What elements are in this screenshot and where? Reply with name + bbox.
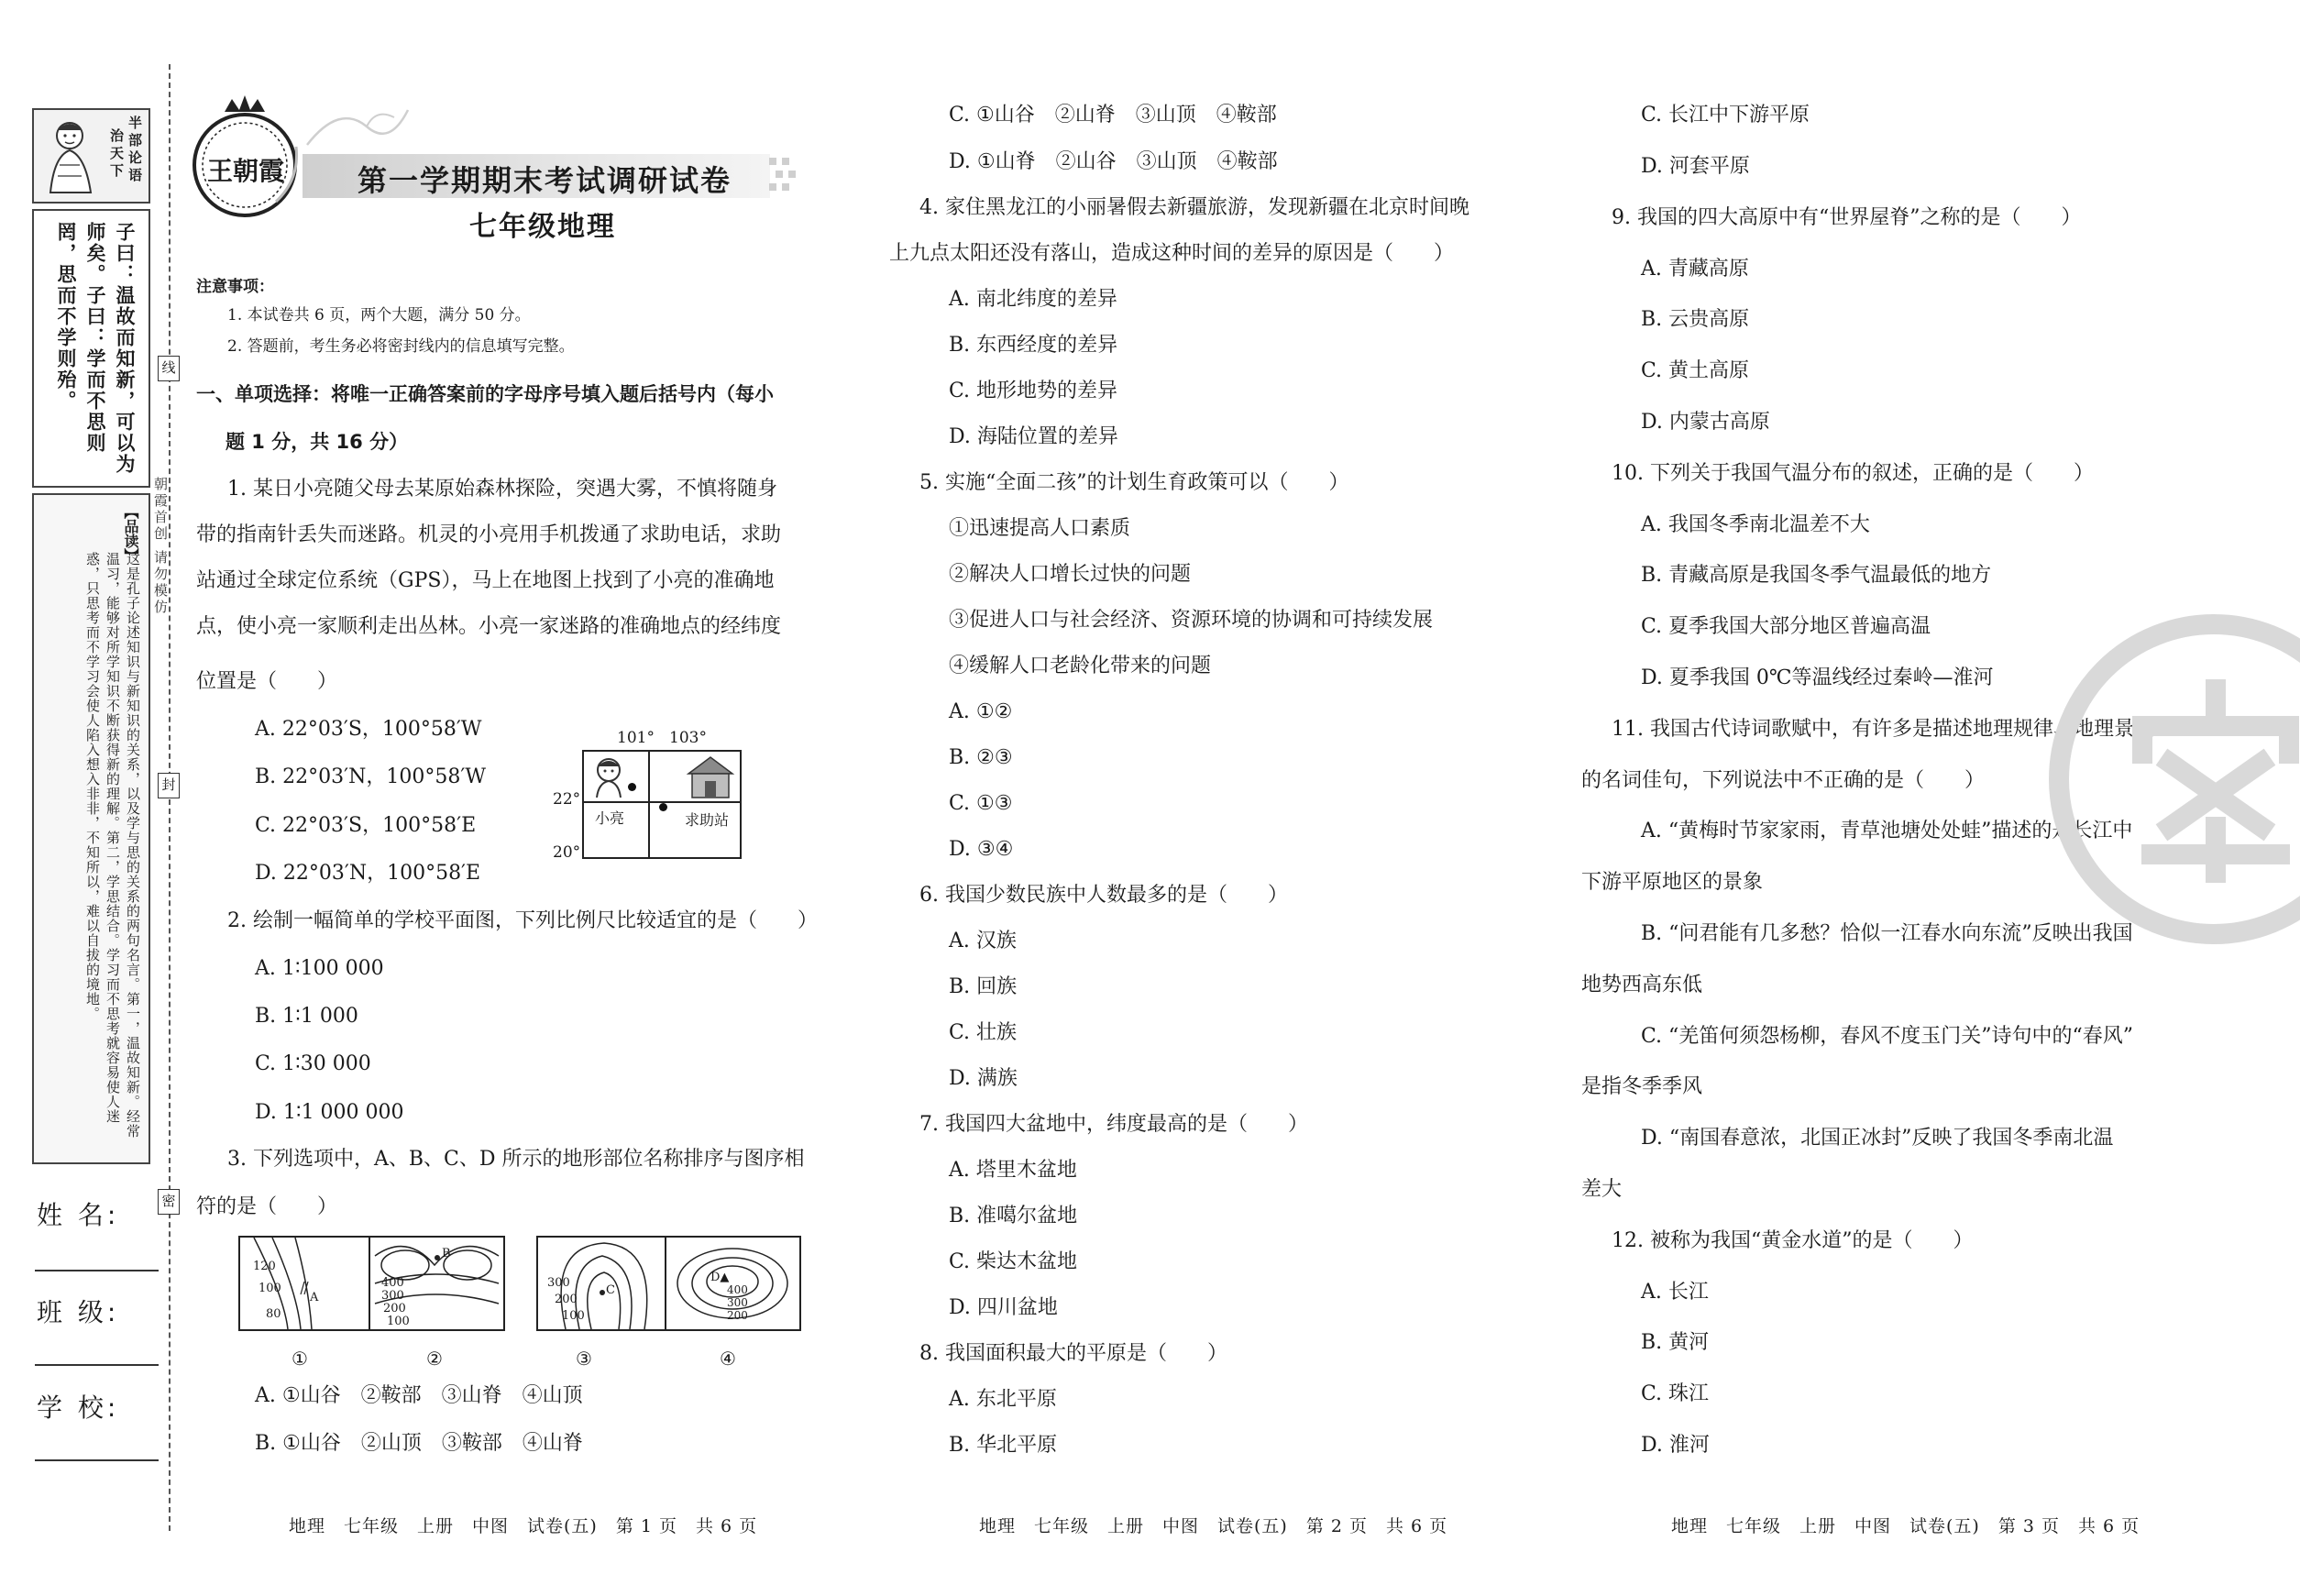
exam-subtitle: 七年级地理 bbox=[469, 211, 616, 243]
contour-2-label-100: 100 bbox=[387, 1315, 410, 1328]
contour-3-point-c: C bbox=[606, 1283, 615, 1297]
q5-item-2: ②解决人口增长过快的问题 bbox=[949, 563, 1192, 586]
lon-101-label: 101° bbox=[617, 729, 655, 747]
q9-option-c[interactable]: C. 黄土高原 bbox=[1641, 359, 1750, 382]
contour-4-point-d: D▲ bbox=[710, 1271, 730, 1284]
q12-option-b[interactable]: B. 黄河 bbox=[1641, 1331, 1710, 1354]
contour-3-label-100: 100 bbox=[562, 1309, 585, 1323]
binding-strip bbox=[0, 0, 170, 1596]
station-location-dot bbox=[659, 803, 667, 811]
footer-page-1: 地理 七年级 上册 中图 试卷(五) 第 1 页 共 6 页 bbox=[289, 1516, 758, 1536]
q8-stem: 8. 我国面积最大的平原是（ ） bbox=[919, 1342, 1227, 1365]
q8-option-b[interactable]: B. 华北平原 bbox=[949, 1434, 1058, 1457]
q5-option-b[interactable]: B. ②③ bbox=[949, 746, 1013, 769]
q1-line-2: 带的指南针丢失而迷路。机灵的小亮用手机拨通了求助电话，求助 bbox=[196, 523, 782, 546]
school-label: 学 校: bbox=[37, 1392, 120, 1423]
q1-line-4: 点，使小亮一家顺利走出丛林。小亮一家迷路的准确地点的经纬度 bbox=[196, 615, 782, 638]
footer-page-2: 地理 七年级 上册 中图 试卷(五) 第 2 页 共 6 页 bbox=[979, 1516, 1448, 1536]
q1-line-3: 站通过全球定位系统（GPS），马上在地图上找到了小亮的准确地 bbox=[196, 569, 775, 592]
motto-box bbox=[32, 108, 150, 204]
contour-4-label-200: 200 bbox=[727, 1309, 748, 1322]
q5-stem: 5. 实施“全面二孩”的计划生育政策可以（ ） bbox=[919, 471, 1349, 494]
exam-title: 第一学期期末考试调研试卷 bbox=[358, 163, 732, 198]
contour-2-label-400: 400 bbox=[381, 1276, 404, 1290]
contour-caption-3: ③ bbox=[576, 1348, 592, 1370]
q3-option-c[interactable]: C. ①山谷 ②山脊 ③山顶 ④鞍部 bbox=[949, 104, 1277, 127]
q2-option-c[interactable]: C. 1∶30 000 bbox=[255, 1052, 371, 1075]
q7-option-b[interactable]: B. 准噶尔盆地 bbox=[949, 1205, 1078, 1227]
contour-4-label-400: 400 bbox=[727, 1283, 748, 1296]
quote-text: 子曰：温故而知新，可以为师矣。子曰：学而不思则罔，思而不学则殆。 bbox=[55, 222, 136, 475]
q4-option-a[interactable]: A. 南北纬度的差异 bbox=[949, 288, 1117, 311]
q12-option-d[interactable]: D. 淮河 bbox=[1641, 1434, 1710, 1457]
name-line[interactable] bbox=[35, 1270, 159, 1271]
latlon-grid bbox=[582, 750, 742, 859]
q10-option-c[interactable]: C. 夏季我国大部分地区普遍高温 bbox=[1641, 615, 1931, 638]
q1-option-a[interactable]: A. 22°03′S，100°58′W bbox=[255, 718, 482, 741]
contour-1-label-120: 120 bbox=[253, 1260, 276, 1273]
contour-2-point-b: B bbox=[442, 1247, 451, 1260]
q9-stem: 9. 我国的四大高原中有“世界屋脊”之称的是（ ） bbox=[1612, 206, 2082, 229]
q11-option-b-cont: 地势西高东低 bbox=[1581, 974, 1703, 996]
q1-line-5: 位置是（ ） bbox=[196, 670, 338, 693]
q12-stem: 12. 被称为我国“黄金水道”的是（ ） bbox=[1612, 1229, 1974, 1252]
q11-line-2: 的名词佳句，下列说法中不正确的是（ ） bbox=[1581, 769, 1986, 792]
brand-logo-text: 王朝霞 bbox=[207, 156, 285, 186]
q7-option-a[interactable]: A. 塔里木盆地 bbox=[949, 1159, 1077, 1182]
contour-2-label-300: 300 bbox=[381, 1289, 404, 1303]
q1-option-b[interactable]: B. 22°03′N，100°58′W bbox=[255, 765, 486, 788]
q5-item-4: ④缓解人口老龄化带来的问题 bbox=[949, 655, 1212, 677]
q9-option-d[interactable]: D. 内蒙古高原 bbox=[1641, 411, 1770, 434]
contour-4-label-300: 300 bbox=[727, 1296, 748, 1309]
q6-option-a[interactable]: A. 汉族 bbox=[949, 930, 1017, 952]
contour-caption-4: ④ bbox=[720, 1348, 736, 1370]
confucius-icon bbox=[38, 116, 102, 196]
q3-line-1: 3. 下列选项中，A、B、C、D 所示的地形部位名称排序与图序相 bbox=[227, 1148, 805, 1171]
boy-label: 小亮 bbox=[595, 809, 625, 827]
name-label: 姓 名: bbox=[37, 1200, 120, 1230]
contour-map-2 bbox=[369, 1236, 505, 1331]
q5-item-3: ③促进人口与社会经济、资源环境的协调和可持续发展 bbox=[949, 609, 1434, 632]
contour-caption-2: ② bbox=[426, 1348, 443, 1370]
cut-mark-secret: 密 bbox=[158, 1189, 180, 1215]
notice-item-2: 2. 答题前，考生务必将密封线内的信息填写完整。 bbox=[227, 337, 575, 356]
q1-option-c[interactable]: C. 22°03′S，100°58′E bbox=[255, 814, 477, 837]
boy-location-dot bbox=[628, 783, 636, 791]
q4-line-1: 4. 家住黑龙江的小丽暑假去新疆旅游，发现新疆在北京时间晚 bbox=[919, 196, 1469, 219]
contour-2-label-200: 200 bbox=[383, 1302, 406, 1315]
contour-3-label-200: 200 bbox=[555, 1293, 578, 1306]
q11-option-a-cont: 下游平原地区的景象 bbox=[1581, 871, 1764, 894]
contour-3-label-300: 300 bbox=[547, 1276, 570, 1290]
footer-page-3: 地理 七年级 上册 中图 试卷(五) 第 3 页 共 6 页 bbox=[1671, 1516, 2140, 1536]
q4-option-d[interactable]: D. 海陆位置的差异 bbox=[949, 425, 1118, 448]
q7-option-c[interactable]: C. 柴达木盆地 bbox=[949, 1250, 1078, 1273]
cut-mark-line: 线 bbox=[158, 356, 180, 381]
rescue-station-icon bbox=[685, 754, 736, 799]
q2-option-a[interactable]: A. 1∶100 000 bbox=[255, 957, 384, 980]
q10-option-b[interactable]: B. 青藏高原是我国冬季气温最低的地方 bbox=[1641, 564, 1992, 587]
q6-option-b[interactable]: B. 回族 bbox=[949, 975, 1018, 998]
q1-line-1: 1. 某日小亮随父母去某原始森林探险，突遇大雾，不慎将随身 bbox=[227, 478, 777, 501]
confidential-seal-watermark-icon bbox=[2049, 614, 2300, 944]
brand-vertical: 朝霞首创 请勿模仿 bbox=[152, 477, 169, 616]
q11-option-c[interactable]: C. “羌笛何须怨杨柳，春风不度玉门关”诗句中的“春风” bbox=[1641, 1025, 2134, 1048]
q2-option-b[interactable]: B. 1∶1 000 bbox=[255, 1005, 358, 1028]
station-label: 求助站 bbox=[685, 811, 730, 829]
q11-option-d-cont: 差大 bbox=[1581, 1178, 1623, 1201]
lat-22-label: 22° bbox=[553, 790, 581, 809]
q3-option-d[interactable]: D. ①山脊 ②山谷 ③山顶 ④鞍部 bbox=[949, 150, 1278, 173]
quote-box bbox=[32, 209, 150, 488]
q3-option-b[interactable]: B. ①山谷 ②山顶 ③鞍部 ④山脊 bbox=[255, 1432, 583, 1455]
cut-mark-seal: 封 bbox=[158, 773, 180, 798]
reading-title: 【品读】 bbox=[122, 504, 139, 563]
q11-option-a[interactable]: A. “黄梅时节家家雨，青草池塘处处蛙”描述的是长江中 bbox=[1641, 820, 2133, 842]
q6-stem: 6. 我国少数民族中人数最多的是（ ） bbox=[919, 884, 1288, 907]
q7-stem: 7. 我国四大盆地中，纬度最高的是（ ） bbox=[919, 1113, 1308, 1136]
q4-option-b[interactable]: B. 东西经度的差异 bbox=[949, 334, 1118, 357]
q2-stem: 2. 绘制一幅简单的学校平面图，下列比例尺比较适宜的是（ ） bbox=[227, 909, 818, 932]
contour-1-label-100: 100 bbox=[259, 1282, 281, 1295]
notice-heading: 注意事项： bbox=[196, 278, 274, 296]
section-1-heading: 一、单项选择：将唯一正确答案前的字母序号填入题后括号内（每小 bbox=[196, 383, 774, 405]
contour-1-point-a: A bbox=[310, 1291, 319, 1304]
school-line[interactable] bbox=[35, 1459, 159, 1461]
contour-map-4 bbox=[665, 1236, 801, 1331]
reading-box bbox=[32, 493, 150, 1164]
q11-option-b[interactable]: B. “问君能有几多愁？恰似一江春水向东流”反映出我国 bbox=[1641, 922, 2133, 945]
ribbon-icon bbox=[303, 99, 413, 154]
q5-option-d[interactable]: D. ③④ bbox=[949, 838, 1014, 861]
q5-item-1: ①迅速提高人口素质 bbox=[949, 517, 1131, 540]
q5-option-a[interactable]: A. ①② bbox=[949, 700, 1013, 723]
q7-option-d[interactable]: D. 四川盆地 bbox=[949, 1296, 1058, 1319]
contour-1-label-80: 80 bbox=[266, 1307, 281, 1321]
q4-line-2: 上九点太阳还没有落山，造成这种时间的差异的原因是（ ） bbox=[889, 242, 1455, 265]
section-1-heading-cont: 题 1 分，共 16 分） bbox=[226, 431, 409, 453]
q4-option-c[interactable]: C. 地形地势的差异 bbox=[949, 380, 1118, 402]
q5-option-c[interactable]: C. ①③ bbox=[949, 792, 1013, 815]
class-line[interactable] bbox=[35, 1364, 159, 1366]
q8-option-a[interactable]: A. 东北平原 bbox=[949, 1388, 1057, 1411]
q10-option-d[interactable]: D. 夏季我国 0℃等温线经过秦岭—淮河 bbox=[1641, 666, 1994, 689]
q12-option-a[interactable]: A. 长江 bbox=[1641, 1281, 1709, 1304]
band-pattern-icon bbox=[765, 154, 807, 198]
q3-line-2: 符的是（ ） bbox=[196, 1195, 338, 1218]
q2-option-d[interactable]: D. 1∶1 000 000 bbox=[255, 1101, 404, 1124]
q10-option-a[interactable]: A. 我国冬季南北温差不大 bbox=[1641, 513, 1870, 536]
contour-map-3 bbox=[536, 1236, 673, 1331]
lon-103-label: 103° bbox=[669, 729, 707, 747]
lat-20-label: 20° bbox=[553, 843, 581, 862]
class-label: 班 级: bbox=[37, 1297, 120, 1327]
q11-option-c-cont: 是指冬季季风 bbox=[1581, 1075, 1703, 1098]
boy-icon bbox=[589, 755, 628, 798]
contour-caption-1: ① bbox=[292, 1348, 308, 1370]
q12-option-c[interactable]: C. 珠江 bbox=[1641, 1382, 1710, 1405]
q11-option-d[interactable]: D. “南国春意浓，北国正冰封”反映了我国冬季南北温 bbox=[1641, 1127, 2114, 1150]
q3-option-a[interactable]: A. ①山谷 ②鞍部 ③山脊 ④山顶 bbox=[255, 1384, 583, 1407]
q6-option-d[interactable]: D. 满族 bbox=[949, 1067, 1018, 1090]
q9-option-b[interactable]: B. 云贵高原 bbox=[1641, 308, 1750, 331]
motto-line-2: 治天下 bbox=[108, 128, 125, 181]
reading-text: 这是孔子论述知识与新知识的关系，以及学与思的关系的两句名言。第一，温故知新。经常温习，能够对所学知识不断获得新的理解。第二，学思结合。学习而不思考就容易使人迷惑，只思考而不学习会使人陷入想入非非，不知所以，难以自拔的境地。 bbox=[84, 552, 141, 1139]
q10-stem: 10. 下列关于我国气温分布的叙述，正确的是（ ） bbox=[1612, 462, 2094, 485]
q1-option-d[interactable]: D. 22°03′N，100°58′E bbox=[255, 862, 481, 885]
q8-option-c[interactable]: C. 长江中下游平原 bbox=[1641, 104, 1810, 127]
motto-line-1: 半部论语 bbox=[127, 116, 143, 185]
q6-option-c[interactable]: C. 壮族 bbox=[949, 1021, 1018, 1044]
q9-option-a[interactable]: A. 青藏高原 bbox=[1641, 258, 1749, 281]
q11-line-1: 11. 我国古代诗词歌赋中，有许多是描述地理规律、地理景观 bbox=[1612, 718, 2154, 741]
q8-option-d[interactable]: D. 河套平原 bbox=[1641, 155, 1750, 178]
notice-item-1: 1. 本试卷共 6 页，两个大题，满分 50 分。 bbox=[227, 306, 531, 325]
contour-map-1 bbox=[238, 1236, 375, 1331]
